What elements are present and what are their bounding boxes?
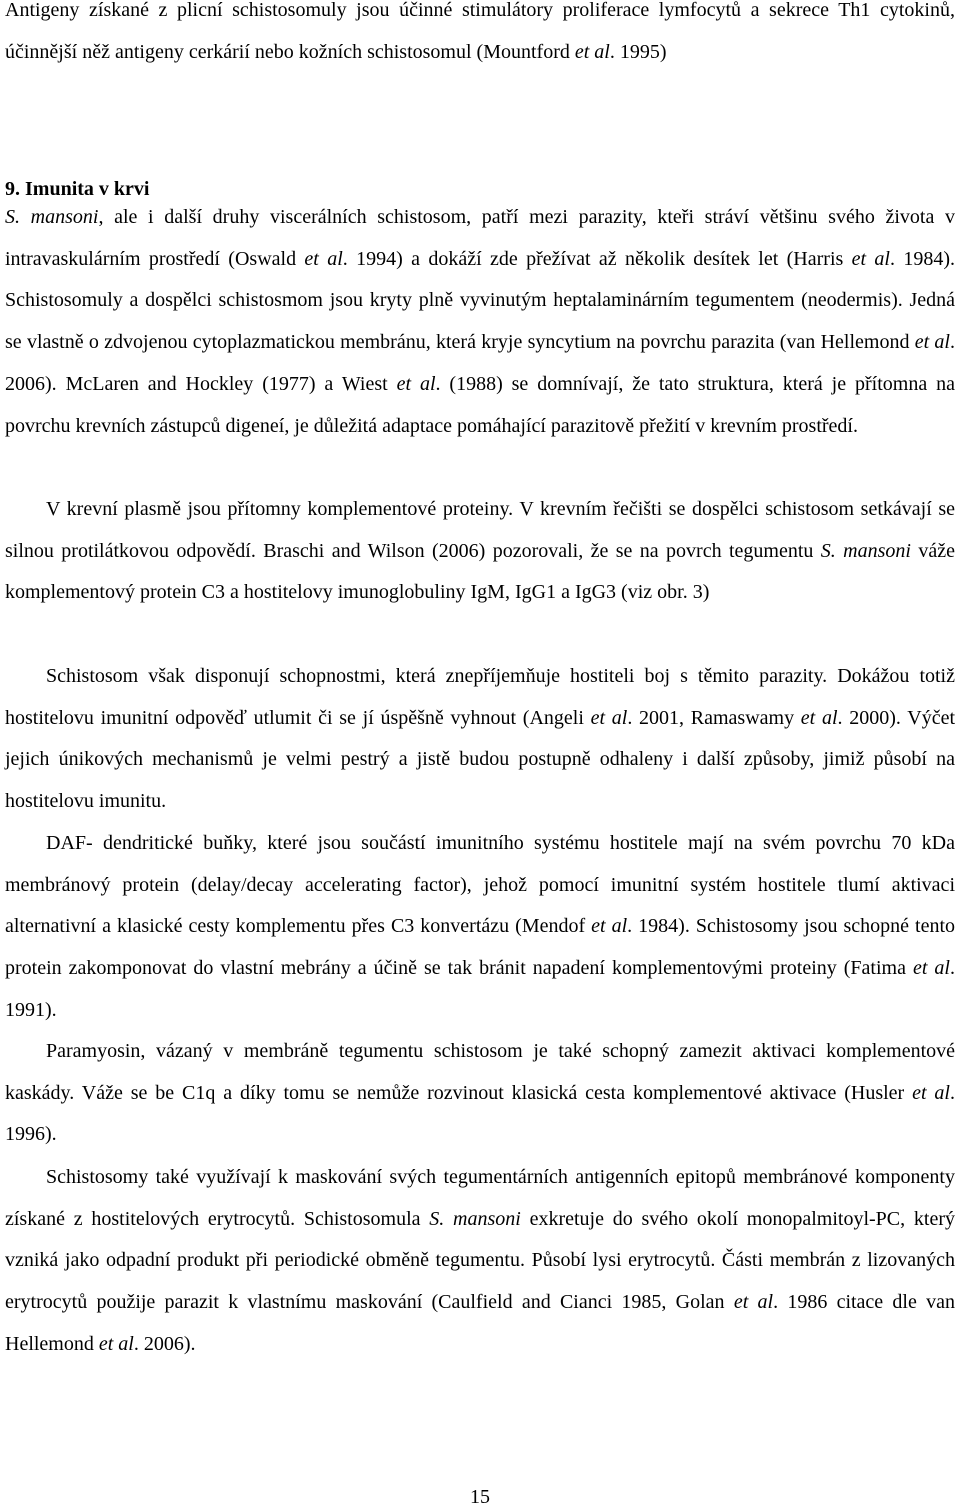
text-run: . 2000). Výčet jejich únikových mechanismů je velmi pestrý a jistě budou postupně odhaleny i další způsoby, jimiž působí na hostitelovu imunitu. xyxy=(5,706,956,813)
italic-run: et al xyxy=(912,1081,950,1104)
text-run: . 1986 citace dle van Hellemond xyxy=(5,1291,955,1355)
text-run: . 2006). xyxy=(133,1332,196,1355)
text-run: . 1984). Schistosomy jsou schopné tento protein zakomponovat do vlastní mebrány a účině se tak bránit napadení komplementovými proteiny (Fatima xyxy=(5,915,955,980)
text-run: . 1996). xyxy=(5,1081,955,1146)
text-run: Antigeny získané z plicní schistosomuly jsou účinné stimulátory proliferace lymfocytů a sekrece Th1 cytokinů, účinnější něž antigeny cerkárií nebo kožních schistosomul (Mountford xyxy=(5,0,955,63)
paragraph-3 xyxy=(5,656,955,823)
italic-run: et al xyxy=(591,915,628,938)
italic-run: et al xyxy=(98,1332,134,1355)
text-run: Schistosomy také využívají k maskování svých tegumentárních antigenních epitopů membránové komponenty získané z hostitelových erytrocytů. Schistosomula xyxy=(5,1166,955,1230)
text-run: . 1995) xyxy=(609,40,667,63)
italic-run: et al xyxy=(304,247,343,270)
intro-paragraph xyxy=(5,0,955,73)
italic-run: S. mansoni xyxy=(5,206,99,228)
italic-run: et al xyxy=(590,706,628,729)
italic-run: et al xyxy=(851,247,890,270)
italic-run: S. mansoni xyxy=(429,1207,521,1230)
text-run: . 2001, Ramaswamy xyxy=(627,706,801,729)
text-run: . 1991). xyxy=(5,957,955,1021)
paragraph-5 xyxy=(5,1031,955,1156)
section-heading: 9. Imunita v krvi xyxy=(5,178,150,200)
paragraph-4 xyxy=(5,823,955,1032)
text-run: DAF- dendritické buňky, které jsou součástí imunitního systému hostitele mají na svém povrchu 70 kDa membránový protein (delay/decay accelerating factor), jehož pomocí imunitní systém hostitele tlumí aktivaci alternativní a klasické cesty komplementu přes C3 konvertázu (Mendof xyxy=(5,832,955,938)
italic-run: et al xyxy=(733,1291,774,1314)
text-run: , ale i další druhy viscerálních schistosom, patří mezi parazity, kteři stráví většinu svého života v intravaskulárním prostředí (Oswald xyxy=(5,206,955,270)
italic-run: et al xyxy=(574,40,610,63)
text-run: Schistosom však disponují schopnostmi, která znepříjemňuje hostiteli boj s těmito parazity. Dokážou totiž hostitelovu imunitní odpověď utlumit či se jí úspěšně vyhnout (Angeli xyxy=(5,665,955,729)
italic-run: et al xyxy=(396,372,436,395)
text-run: . 2006). McLaren and Hockley (1977) a Wiest xyxy=(5,331,955,395)
paragraph-1 xyxy=(5,197,955,447)
italic-run: S. mansoni xyxy=(820,539,911,562)
text-run: . 1994) a dokáží zde přežívat až několik desítek let (Harris xyxy=(342,247,852,270)
page-number: 15 xyxy=(470,1486,490,1508)
text-run: exkretuje do svého okolí monopalmitoyl-PC, který vzniká jako odpadní produkt při periodické obměně tegumentu. Působí lysi erytrocytů. Části membrán z lizovaných erytrocytů použije parazit k vlastnímu maskování (Caulfield and Cianci 1985, Golan xyxy=(5,1207,955,1314)
italic-run: et al xyxy=(800,706,838,729)
text-run: Paramyosin, vázaný v membráně tegumentu schistosom je také schopný zamezit aktivaci komplementové kaskády. Váže se be C1q a díky tomu se nemůže rozvinout klasická cesta komplementové aktivace (Husler xyxy=(5,1040,955,1104)
text-run: . (1988) se domnívají, že tato struktura, která je přítomna na povrchu krevních zástupců digeneí, je důležitá adaptace pomáhající parazitově přežití v krevním prostředí. xyxy=(5,372,955,437)
text-run: váže komplementový protein C3 a hostitelovy imunoglobuliny IgM, IgG1 a IgG3 (viz obr. 3) xyxy=(5,539,955,604)
paragraph-6 xyxy=(5,1157,955,1366)
italic-run: et al xyxy=(912,957,950,980)
text-run: V krevní plasmě jsou přítomny komplementové proteiny. V krevním řečišti se dospělci schistosom setkávají se silnou protilátkovou odpovědí. Braschi and Wilson (2006) pozorovali, že se na povrch tegumentu xyxy=(5,498,955,562)
italic-run: et al xyxy=(914,331,950,354)
text-run: . 1984). Schistosomuly a dospělci schistosmom jsou kryty plně vyvinutým heptalaminárním tegumentem (neodermis). Jedná se vlastně o zdvojenou cytoplazmatickou membránu, která kryje syncytium na povrchu parazita (van Hellemond xyxy=(5,247,955,354)
paragraph-2 xyxy=(5,489,955,614)
